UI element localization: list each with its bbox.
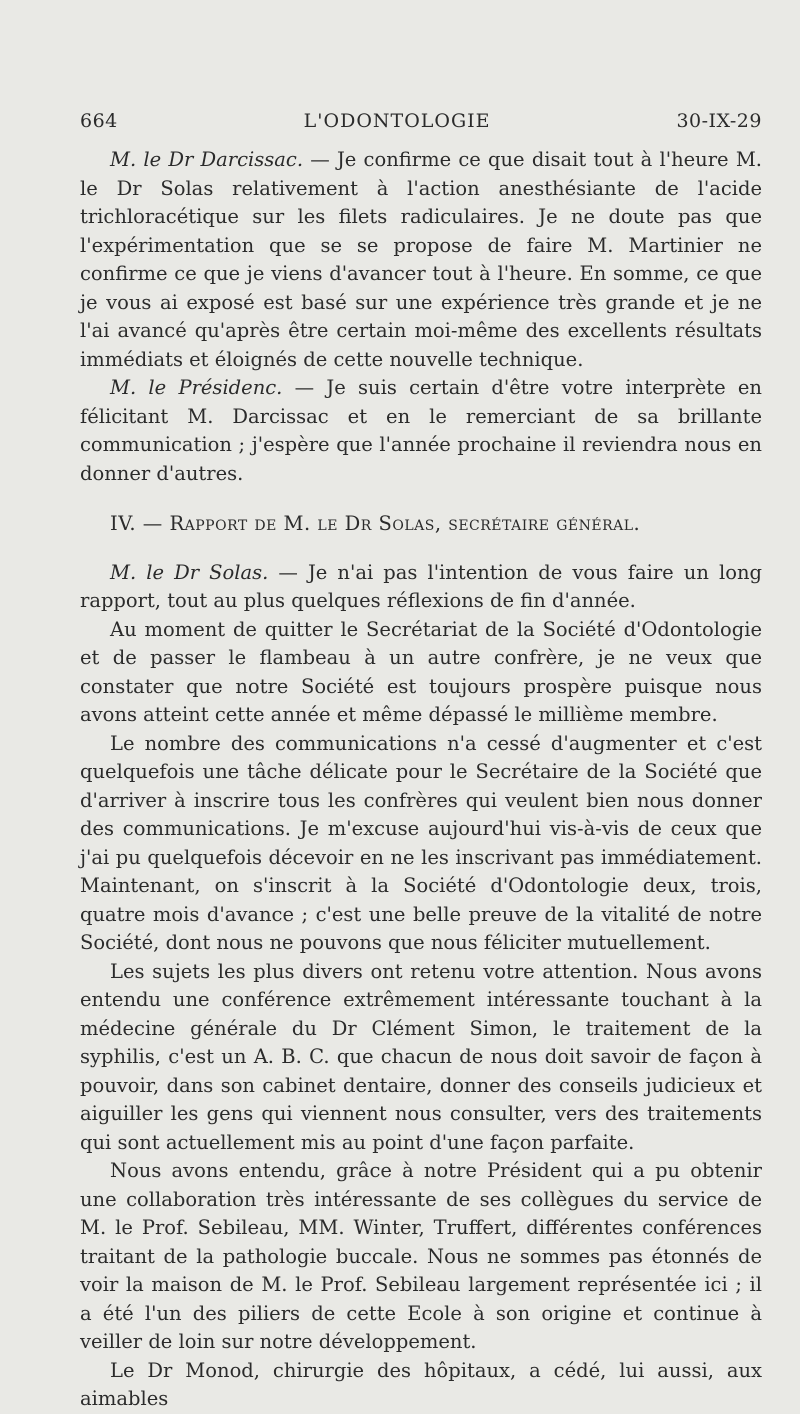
speaker-name: M. le Dr Solas.	[110, 560, 269, 584]
issue-date: 30-IX-29	[676, 110, 762, 132]
paragraph-text: — Je confirme ce que disait tout à l'heure M. le Dr Solas relativement à l'action anesthésiante de l'acide trichloracétique sur les filets radiculaires. Je ne doute pas que l'expérimentation que se se propose de faire M. Martinier ne confirme ce que je viens d'avancer tout à l'heure. En somme, ce que je vous ai exposé est basé sur une expérience très grande et je ne l'ai avancé qu'après être certain moi-même des excellents résultats immédiats et éloignés de cette nouvelle technique.	[80, 148, 762, 371]
paragraph	[80, 730, 762, 958]
journal-title: L'ODONTOLOGIE	[303, 110, 491, 132]
paragraph	[80, 958, 762, 1158]
paragraph	[80, 1157, 762, 1357]
paragraph	[80, 374, 762, 488]
paragraph-text: Le nombre des communications n'a cessé d'augmenter et c'est quelquefois une tâche délicate pour le Secrétaire de la Société que d'arriver à inscrire tous les confrères qui veulent bien nous donner des communications. Je m'excuse aujourd'hui vis-à-vis de ceux que j'ai pu quelquefois décevoir en ne les inscrivant pas immédiatement. Maintenant, on s'inscrit à la Société d'Odontologie deux, trois, quatre mois d'avance ; c'est une belle preuve de la vitalité de notre Société, dont nous ne pouvons que nous féliciter mutuellement.	[80, 731, 762, 954]
paragraph-text: Le Dr Monod, chirurgie des hôpitaux, a cédé, lui aussi, aux aimables	[80, 1358, 762, 1410]
page-header	[80, 110, 762, 132]
paragraph-text: — Je n'ai pas l'intention de vous faire un long rapport, tout au plus quelques réflexions de fin d'année.	[80, 560, 762, 612]
paragraph-text: Les sujets les plus divers ont retenu votre attention. Nous avons entendu une conférence extrêmement intéressante touchant à la médecine générale du Dr Clément Simon, le traitement de la syphilis, c'est un A. B. C. que chacun de nous doit savoir de façon à pouvoir, dans son cabinet dentaire, donner des conseils judicieux et aiguiller les gens qui viennent nous consulter, vers des traitements qui sont actuellement mis au point d'une façon parfaite.	[80, 959, 762, 1154]
paragraph-text: — Je suis certain d'être votre interprète en félicitant M. Darcissac et en le remerciant de sa brillante communication ; j'espère que l'année prochaine il reviendra nous en donner d'autres.	[80, 376, 762, 485]
speaker-name: M. le Dr Darcissac.	[110, 148, 304, 171]
paragraph-text: Au moment de quitter le Secrétariat de la Société d'Odontologie et de passer le flambeau à un autre confrère, je ne veux que constater que notre Société est toujours prospère puisque nous avons atteint cette année et même dépassé le millième membre.	[80, 617, 762, 726]
page-number: 664	[80, 110, 118, 132]
paragraph	[80, 559, 762, 616]
paragraph	[80, 616, 762, 730]
paragraph	[80, 146, 762, 374]
section-heading: IV. — Rapport de M. le Dr Solas, secrétaire général.	[110, 512, 641, 535]
body-text	[80, 146, 762, 1414]
speaker-name: M. le Présidenc.	[110, 376, 283, 399]
paragraph	[80, 1357, 762, 1414]
paragraph-text: Nous avons entendu, grâce à notre Président qui a pu obtenir une collaboration très intéressante de ses collègues du service de M. le Prof. Sebileau, MM. Winter, Truffert, différentes conférences traitant de la pathologie buccale. Nous ne sommes pas étonnés de voir la maison de M. le Prof. Sebileau largement représentée ici ; il a été l'un des piliers de cette Ecole à son origine et continue à veiller de loin sur notre développement.	[80, 1159, 762, 1353]
